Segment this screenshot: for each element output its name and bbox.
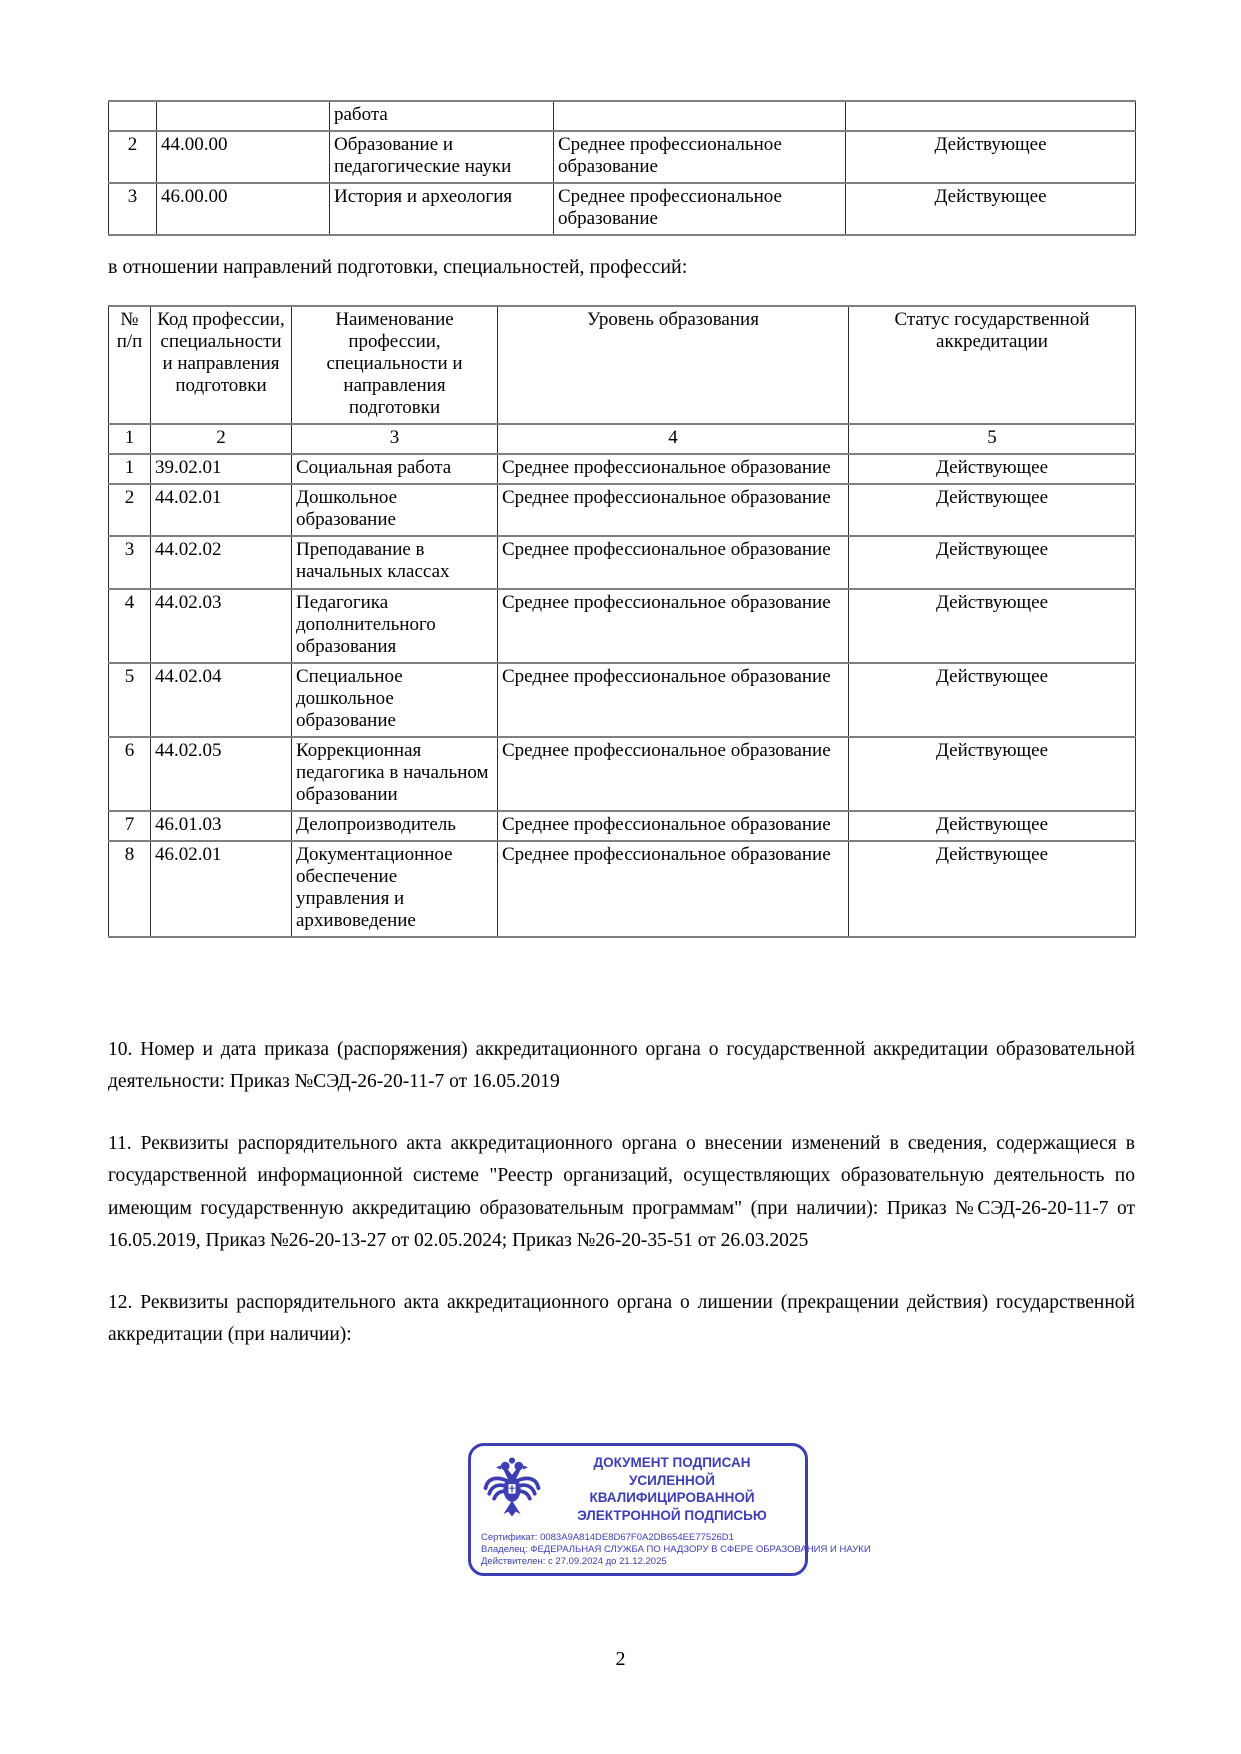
cell-status: Действующее [849, 454, 1136, 484]
cell-code: 44.02.04 [151, 663, 292, 737]
table-header-row [109, 306, 1136, 424]
stamp-title-line2: УСИЛЕННОЙ КВАЛИФИЦИРОВАННОЙ [589, 1472, 755, 1506]
cell-code: 44.02.05 [151, 737, 292, 811]
stamp-title [549, 1454, 795, 1524]
stamp-top [481, 1454, 795, 1524]
cell-num: 7 [109, 811, 151, 841]
cell-level: Среднее профессиональное образование [498, 484, 849, 536]
header-name: Наименование профессии, специальности и направления подготовки [292, 306, 498, 424]
stamp-title-line3: ЭЛЕКТРОННОЙ ПОДПИСЬЮ [577, 1507, 767, 1523]
cell-level: Среднее профессиональное образование [554, 183, 846, 235]
table-row [109, 484, 1136, 536]
table-row [109, 101, 1136, 131]
page-number: 2 [615, 1648, 626, 1670]
cell-name: Преподавание в начальных классах [292, 536, 498, 588]
table-row [109, 811, 1136, 841]
stamp-validity: Действителен: с 27.09.2024 до 21.12.2025 [481, 1556, 667, 1568]
cell-name: работа [330, 101, 554, 131]
table-row [109, 663, 1136, 737]
stamp-owner: Владелец: ФЕДЕРАЛЬНАЯ СЛУЖБА ПО НАДЗОРУ В СФЕРЕ ОБРАЗОВАНИЯ И НАУКИ [481, 1543, 871, 1555]
cell-num: 6 [109, 737, 151, 811]
cell-name: Коррекционная педагогика в начальном образовании [292, 737, 498, 811]
cell-code: 44.02.02 [151, 536, 292, 588]
table-row [109, 589, 1136, 663]
cell-level: Среднее профессиональное образование [498, 454, 849, 484]
eagle-emblem-icon [481, 1455, 543, 1524]
cell-level: Среднее профессиональное образование [498, 737, 849, 811]
cell-code: 44.02.01 [151, 484, 292, 536]
cell-name: Делопроизводитель [292, 811, 498, 841]
stamp-certificate: Сертификат: 0083A9A814DE8D67F0A2DB654EE77526D1 [481, 1531, 734, 1543]
cell-code: 46.02.01 [151, 841, 292, 937]
cell-level: Среднее профессиональное образование [498, 663, 849, 737]
cell-num: 3 [109, 536, 151, 588]
cell-num: 2 [109, 131, 157, 183]
paragraph-12: 12. Реквизиты распорядительного акта аккредитационного органа о лишении (прекращении действия) государственной аккредитации (при наличии): [108, 1291, 1135, 1346]
index-cell: 1 [109, 424, 151, 454]
specialties-table [108, 305, 1136, 938]
cell-num: 5 [109, 663, 151, 737]
table-row [109, 536, 1136, 588]
cell-level: Среднее профессиональное образование [498, 536, 849, 588]
table-row [109, 183, 1136, 235]
cell-code: 44.00.00 [157, 131, 330, 183]
cell-level [554, 101, 846, 131]
cell-status: Действующее [849, 841, 1136, 937]
cell-name: Социальная работа [292, 454, 498, 484]
cell-status: Действующее [849, 737, 1136, 811]
cell-code [157, 101, 330, 131]
cell-name: Образование и педагогические науки [330, 131, 554, 183]
cell-num: 3 [109, 183, 157, 235]
cell-num: 2 [109, 484, 151, 536]
header-level: Уровень образования [498, 306, 849, 424]
cell-status: Действующее [849, 536, 1136, 588]
cell-status [846, 101, 1136, 131]
paragraph-10: 10. Номер и дата приказа (распоряжения) аккредитационного органа о государственной аккредитации образовательной деятельности: Приказ №СЭД-26-20-11-7 от 16.05.2019 [108, 1038, 1135, 1093]
cell-status: Действующее [846, 183, 1136, 235]
electronic-signature-stamp [468, 1443, 871, 1575]
index-cell: 3 [292, 424, 498, 454]
cell-name: История и археология [330, 183, 554, 235]
table-row [109, 131, 1136, 183]
header-num: № п/п [109, 306, 151, 424]
stamp-details [481, 1531, 871, 1569]
continuation-table [108, 100, 1136, 236]
index-cell: 2 [151, 424, 292, 454]
table-row [109, 841, 1136, 937]
cell-code: 39.02.01 [151, 454, 292, 484]
header-status: Статус государственной аккредитации [849, 306, 1136, 424]
cell-level: Среднее профессиональное образование [554, 131, 846, 183]
page-content [108, 100, 1135, 1576]
paragraph-11: 11. Реквизиты распорядительного акта аккредитационного органа о внесении изменений в сведения, содержащиеся в государственной информационной системе "Реестр организаций, осуществляющих образовательную деятельность по имеющим государственную аккредитацию образовательным программам" (при наличии): Приказ №СЭД-26-20-11-7 от 16.05.2019, Приказ №26-20-13-27 от 02.05.2024; Приказ №26-20-35-51 от 26.03.2025 [108, 1133, 1135, 1251]
table-row [109, 454, 1136, 484]
table-row [109, 737, 1136, 811]
cell-level: Среднее профессиональное образование [498, 589, 849, 663]
cell-num [109, 101, 157, 131]
cell-status: Действующее [846, 131, 1136, 183]
cell-name: Документационное обеспечение управления и архивоведение [292, 841, 498, 937]
cell-num: 8 [109, 841, 151, 937]
cell-code: 46.01.03 [151, 811, 292, 841]
cell-status: Действующее [849, 589, 1136, 663]
cell-num: 4 [109, 589, 151, 663]
stamp-title-line1: ДОКУМЕНТ ПОДПИСАН [593, 1455, 751, 1471]
cell-name: Педагогика дополнительного образования [292, 589, 498, 663]
cell-status: Действующее [849, 663, 1136, 737]
cell-code: 46.00.00 [157, 183, 330, 235]
cell-name: Специальное дошкольное образование [292, 663, 498, 737]
cell-code: 44.02.03 [151, 589, 292, 663]
cell-name: Дошкольное образование [292, 484, 498, 536]
cell-level: Среднее профессиональное образование [498, 811, 849, 841]
header-code: Код профессии, специальности и направления подготовки [151, 306, 292, 424]
index-cell: 5 [849, 424, 1136, 454]
cell-num: 1 [109, 454, 151, 484]
table-index-row [109, 424, 1136, 454]
intro-text: в отношении направлений подготовки, специальностей, профессий: [108, 256, 688, 279]
cell-level: Среднее профессиональное образование [498, 841, 849, 937]
cell-status: Действующее [849, 484, 1136, 536]
cell-status: Действующее [849, 811, 1136, 841]
index-cell: 4 [498, 424, 849, 454]
